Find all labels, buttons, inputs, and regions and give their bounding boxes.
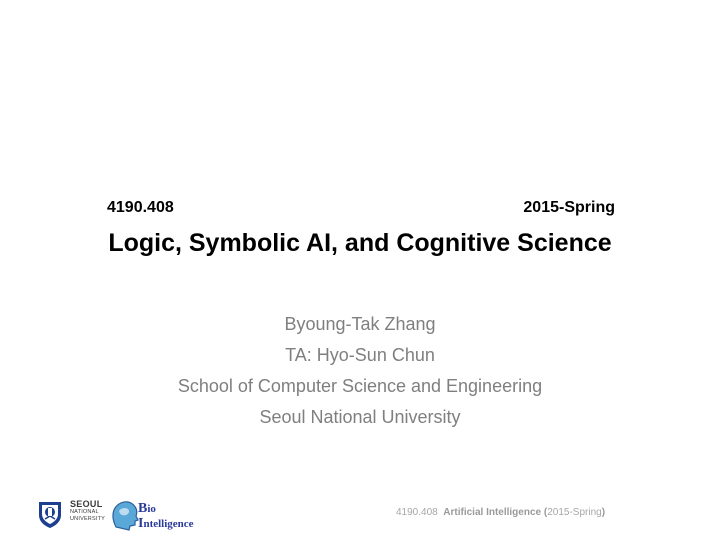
bio-head-icon xyxy=(110,499,140,531)
footer xyxy=(396,506,605,520)
footer-course-code: 4190.408 xyxy=(396,507,438,518)
slide-title: Logic, Symbolic AI, and Cognitive Science xyxy=(108,229,612,257)
author-block xyxy=(0,309,720,433)
snu-logo xyxy=(36,499,106,529)
intelligence-word-rest: ntelligence xyxy=(143,517,194,530)
bio-cap-i: I xyxy=(138,515,144,531)
bio-wordmark xyxy=(138,502,194,531)
university: Seoul National University xyxy=(259,407,461,427)
ta-name: TA: Hyo-Sun Chun xyxy=(285,345,435,365)
snu-sub1: NATIONAL xyxy=(70,509,99,515)
footer-paren-open: ( xyxy=(543,507,548,518)
semester-label: 2015-Spring xyxy=(523,199,615,216)
snu-wordmark xyxy=(70,500,105,522)
snu-emblem-icon xyxy=(36,499,64,529)
course-code: 4190.408 xyxy=(107,199,174,216)
department: School of Computer Science and Engineering xyxy=(177,376,543,396)
bio-word-rest: io xyxy=(147,503,156,515)
bio-cap-b: B xyxy=(138,501,148,516)
footer-paren-close: ) xyxy=(601,507,606,518)
author-name: Byoung-Tak Zhang xyxy=(284,314,436,334)
snu-sub2: UNIVERSITY xyxy=(70,515,106,522)
footer-course-name: Artificial Intelligence xyxy=(443,507,542,518)
footer-term: 2015-Spring xyxy=(547,507,602,518)
snu-name: SEOUL xyxy=(70,499,103,509)
bio-intelligence-logo xyxy=(110,497,210,533)
